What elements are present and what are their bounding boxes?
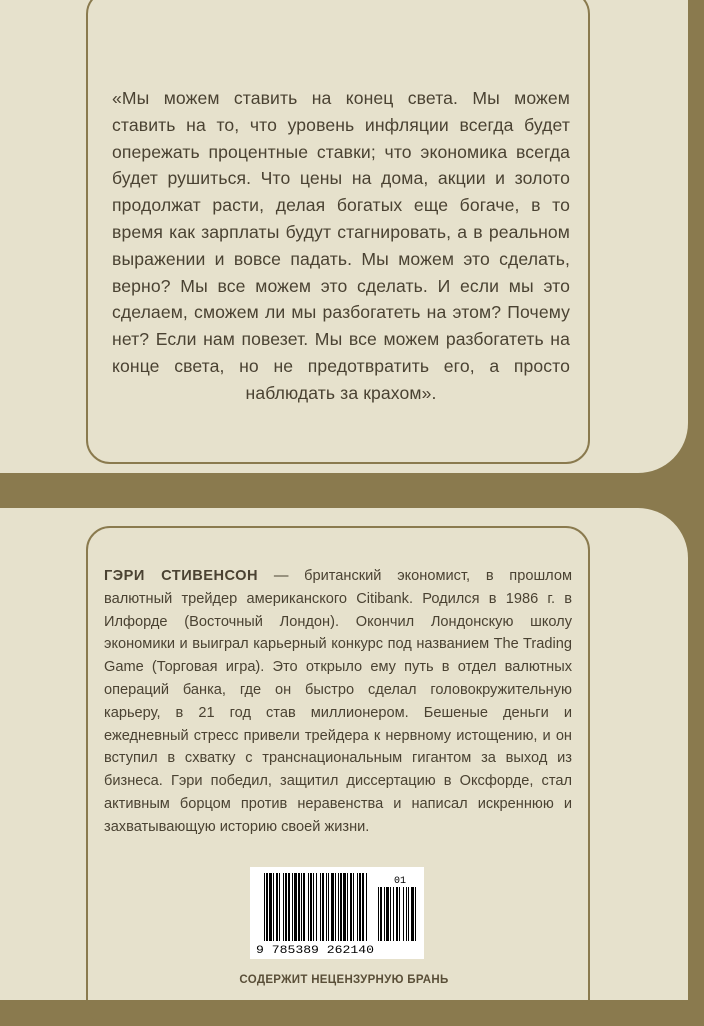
- barcode-bar: [266, 873, 268, 941]
- author-bio-text: — британский экономист, в прошлом валютный трейдер американского Citibank. Родился в 1986 г. в Илфорде (Восточный Лондон). Окончил Лондонскую школу экономики и выиграл карьерный конкурс под названием The Trading Game (Торговая игра). Это открыло ему путь в отдел валютных операций банка, где он быстро сделал головокружительную карьеру, в 21 год став миллионером. Бешеные деньги и ежедневный стресс привели трейдера к нервному истощению, и он вступил в схватку с транснациональным гигантом за выход из бизнеса. Гэри победил, защитил диссертацию в Оксфорде, стал активным борцом против неравенства и написал искреннюю и захватывающую историю своей жизни.: [104, 568, 572, 835]
- barcode-bar: [276, 873, 278, 941]
- barcode-graphic: [250, 867, 424, 959]
- barcode-bar: [279, 873, 280, 941]
- barcode-bar: [310, 873, 312, 941]
- barcode-bar: [347, 873, 348, 941]
- barcode-bar: [273, 873, 274, 941]
- barcode-bar: [301, 873, 302, 941]
- barcode-bar: [292, 873, 293, 941]
- barcode-bar: [338, 873, 339, 941]
- barcode-addon-bar: [386, 887, 389, 941]
- barcode-bar: [362, 873, 364, 941]
- barcode-bar: [313, 873, 314, 941]
- barcode-addon-bar: [403, 887, 404, 941]
- barcode-addon-bar: [399, 887, 400, 941]
- barcode-addon-bars: [378, 887, 416, 941]
- barcode-bar: [288, 873, 290, 941]
- barcode-addon-bar: [384, 887, 385, 941]
- barcode-bar: [316, 873, 317, 941]
- barcode-addon-bar: [415, 887, 416, 941]
- barcode-addon-bar: [380, 887, 382, 941]
- barcode-bar: [308, 873, 309, 941]
- barcode-bar: [366, 873, 367, 941]
- author-bio: [104, 565, 572, 839]
- barcode-addon-bar: [396, 887, 398, 941]
- barcode-addon-bar: [411, 887, 414, 941]
- barcode-bar: [359, 873, 361, 941]
- content-warning: СОДЕРЖИТ НЕЦЕНЗУРНУЮ БРАНЬ: [239, 974, 449, 986]
- barcode-addon-digits: 01: [393, 876, 407, 887]
- barcode-bars: [264, 873, 367, 941]
- barcode-addon-bar: [408, 887, 409, 941]
- barcode-bar: [264, 873, 265, 941]
- barcode-bar: [320, 873, 321, 941]
- barcode-bar: [350, 873, 352, 941]
- barcode-bar: [285, 873, 287, 941]
- quote-text: «Мы можем ставить на конец света. Мы можем ставить на то, что уровень инфляции всегда будет опережать процентные ставки; что экономика всегда будет рушиться. Что цены на дома, акции и золото продолжат расти, делая богатых еще богаче, в то время как зарплаты будут стагнировать, а в реальном выражении и вовсе падать. Мы можем это сделать, верно? Мы все можем это сделать. И если мы это сделаем, сможем ли мы разбогатеть на этом? Почему нет? Если нам повезет. Мы все можем разбогатеть на конце света, но не предотвратить его, а просто наблюдать за крахом».: [112, 88, 570, 403]
- barcode-addon-bar: [406, 887, 407, 941]
- barcode-bar: [340, 873, 342, 941]
- author-name: ГЭРИ СТИВЕНСОН: [104, 568, 259, 584]
- barcode-addon-bar: [378, 887, 379, 941]
- barcode-bar: [326, 873, 327, 941]
- barcode-bar: [283, 873, 284, 941]
- barcode-bar: [303, 873, 305, 941]
- barcode-bar: [269, 873, 272, 941]
- isbn-barcode: [250, 867, 424, 959]
- barcode-bar: [357, 873, 358, 941]
- barcode-number: 9 785389 262140: [256, 945, 374, 957]
- barcode-bar: [294, 873, 297, 941]
- barcode-bar: [335, 873, 336, 941]
- barcode-bar: [298, 873, 300, 941]
- quote-panel: [0, 0, 688, 473]
- bio-panel: [0, 508, 688, 1000]
- barcode-bar: [331, 873, 334, 941]
- barcode-bar: [343, 873, 346, 941]
- barcode-bar: [322, 873, 324, 941]
- barcode-bar: [353, 873, 354, 941]
- barcode-addon-bar: [393, 887, 394, 941]
- barcode-bar: [328, 873, 329, 941]
- barcode-addon-bar: [390, 887, 391, 941]
